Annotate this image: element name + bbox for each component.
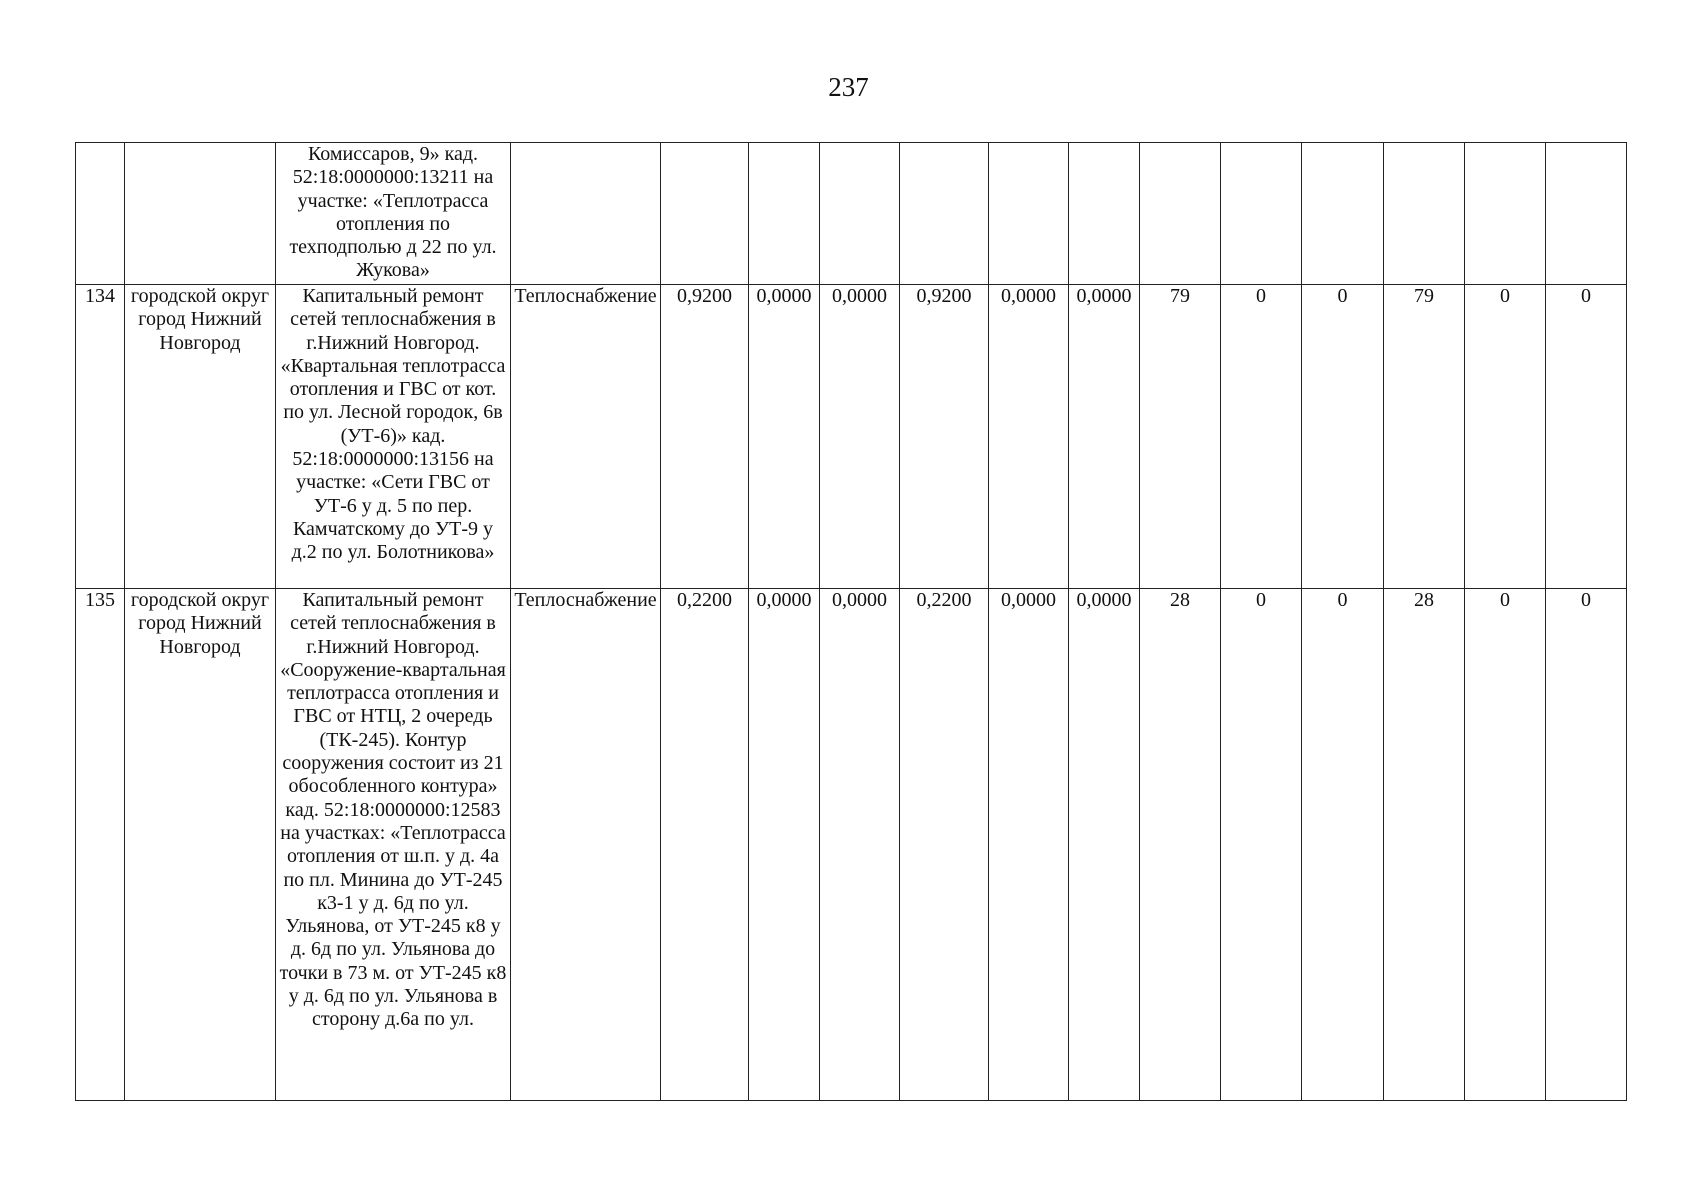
- cell-value: [661, 143, 749, 285]
- cell-value: 28: [1384, 589, 1465, 1101]
- cell-value: 0: [1465, 285, 1546, 589]
- cell-value: 0: [1546, 285, 1627, 589]
- cell-value: 79: [1140, 285, 1221, 589]
- cell-description: Капитальный ремонт сетей теплоснабжения в г.Нижний Новгород. «Сооружение-квартальная теплотрасса отопления и ГВС от НТЦ, 2 очередь (ТК-245). Контур сооружения состоит из 21 обособленного контура» кад. 52:18:0000000:12583 на участках: «Теплотрасса отопления от ш.п. у д. 4а по пл. Минина до УТ-245 к3-1 у д. 6д по ул. Ульянова, от УТ-245 к8 у д. 6д по ул. Ульянова до точки в 73 м. от УТ-245 к8 у д. 6д по ул. Ульянова в сторону д.6а по ул.: [276, 589, 511, 1101]
- cell-value: [1546, 143, 1627, 285]
- cell-value: [1140, 143, 1221, 285]
- cell-value: 0,0000: [820, 285, 900, 589]
- cell-value: 0,0000: [1069, 589, 1140, 1101]
- cell-value: 0,0000: [1069, 285, 1140, 589]
- cell-municipality: городской округ город Нижний Новгород: [125, 285, 276, 589]
- cell-value: 0,2200: [661, 589, 749, 1101]
- table-row: [76, 589, 1627, 1101]
- cell-value: [1302, 143, 1384, 285]
- cell-value: 0,0000: [749, 285, 820, 589]
- table-row: [76, 143, 1627, 285]
- cell-value: [749, 143, 820, 285]
- cell-value: [1069, 143, 1140, 285]
- data-table: [75, 142, 1627, 1101]
- cell-value: [1384, 143, 1465, 285]
- cell-value: [1221, 143, 1302, 285]
- cell-number: 135: [76, 589, 125, 1101]
- cell-value: 0,2200: [900, 589, 989, 1101]
- cell-value: 28: [1140, 589, 1221, 1101]
- cell-value: 0: [1546, 589, 1627, 1101]
- cell-value: [900, 143, 989, 285]
- cell-value: [1465, 143, 1546, 285]
- cell-description: Капитальный ремонт сетей теплоснабжения в г.Нижний Новгород. «Квартальная теплотрасса отопления и ГВС от кот. по ул. Лесной городок, 6в (УТ-6)» кад. 52:18:0000000:13156 на участке: «Сети ГВС от УТ-6 у д. 5 по пер. Камчатскому до УТ-9 у д.2 по ул. Болотникова»: [276, 285, 511, 589]
- cell-category: Теплоснабжение: [511, 285, 661, 589]
- cell-value: 0: [1465, 589, 1546, 1101]
- cell-value: [989, 143, 1069, 285]
- table-row: [76, 285, 1627, 589]
- cell-number: [76, 143, 125, 285]
- cell-value: 0,0000: [820, 589, 900, 1101]
- cell-value: 0,9200: [900, 285, 989, 589]
- cell-value: 0,0000: [749, 589, 820, 1101]
- page-number: 237: [828, 72, 869, 102]
- cell-value: 0: [1221, 285, 1302, 589]
- cell-category: [511, 143, 661, 285]
- cell-number: 134: [76, 285, 125, 589]
- cell-value: 0: [1302, 285, 1384, 589]
- cell-category: Теплоснабжение: [511, 589, 661, 1101]
- cell-municipality: городской округ город Нижний Новгород: [125, 589, 276, 1101]
- cell-value: 0: [1302, 589, 1384, 1101]
- cell-municipality: [125, 143, 276, 285]
- cell-value: 0: [1221, 589, 1302, 1101]
- cell-value: 0,9200: [661, 285, 749, 589]
- cell-value: 0,0000: [989, 589, 1069, 1101]
- cell-value: 0,0000: [989, 285, 1069, 589]
- cell-value: [820, 143, 900, 285]
- cell-value: 79: [1384, 285, 1465, 589]
- cell-description: Комиссаров, 9» кад. 52:18:0000000:13211 на участке: «Теплотрасса отопления по техподполью д 22 по ул. Жукова»: [276, 143, 511, 285]
